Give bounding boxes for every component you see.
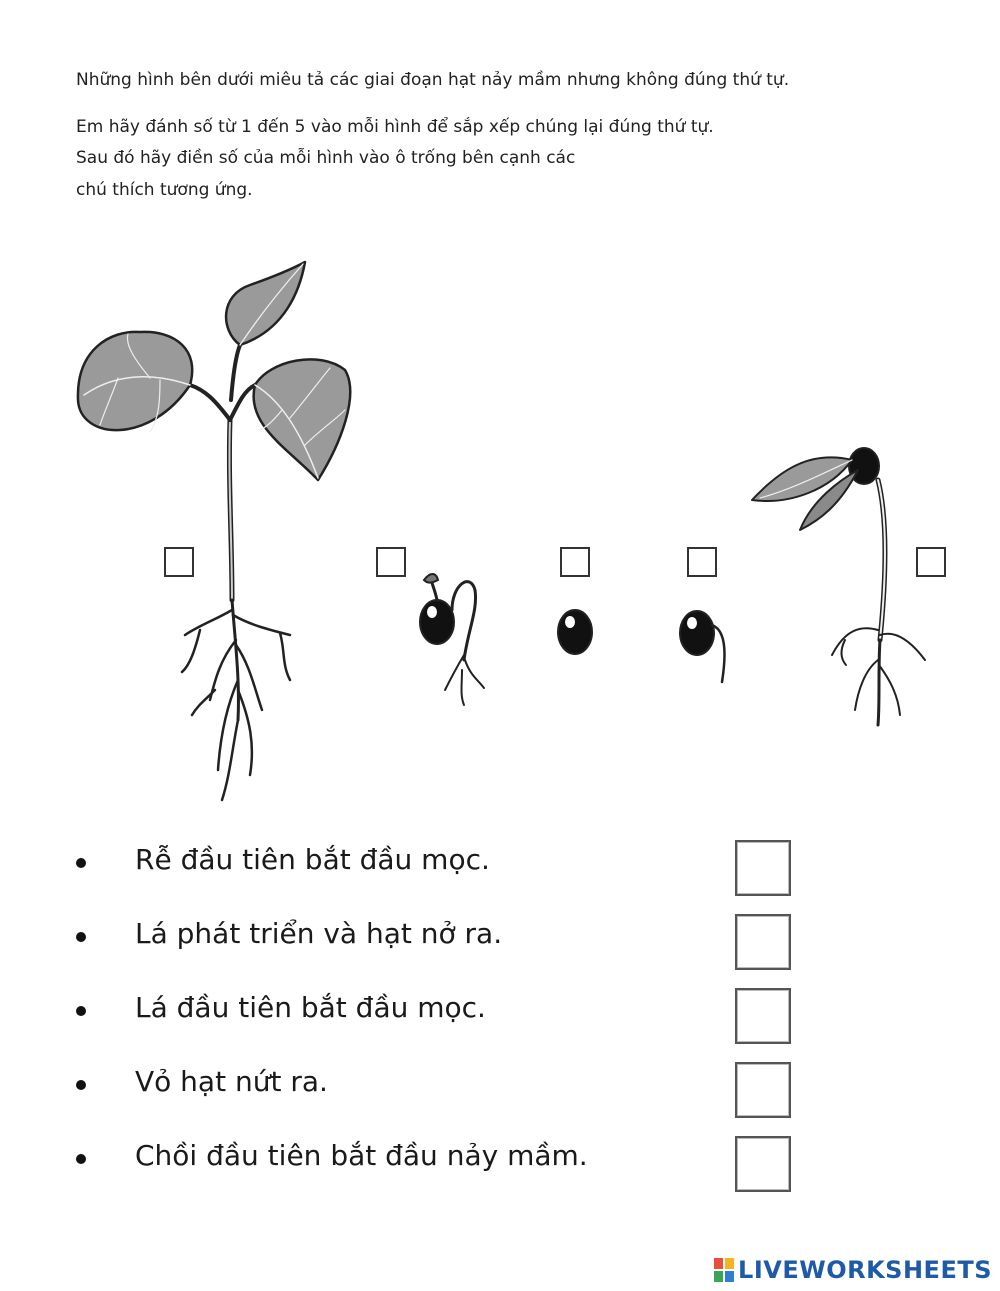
bullet-icon <box>76 1080 86 1090</box>
bullet-icon <box>76 1006 86 1016</box>
instruction-line-2: Em hãy đánh số từ 1 đến 5 vào mỗi hình để sắp xếp chúng lại đúng thứ tự. <box>76 117 714 137</box>
image-answer-input-1[interactable] <box>166 549 192 575</box>
image-answer-box-3[interactable] <box>560 547 590 577</box>
caption-answer-input-4[interactable] <box>737 1064 789 1116</box>
image-answer-input-2[interactable] <box>378 549 404 575</box>
image-answer-input-4[interactable] <box>689 549 715 575</box>
instruction-line-1: Những hình bên dưới miêu tả các giai đoạn hạt nảy mầm nhưng không đúng thứ tự. <box>76 70 790 90</box>
image-answer-input-5[interactable] <box>918 549 944 575</box>
footer-brand-text: LIVEWORKSHEETS <box>738 1256 992 1284</box>
image-answer-box-4[interactable] <box>687 547 717 577</box>
image-answer-input-3[interactable] <box>562 549 588 575</box>
instruction-line-4: chú thích tương ứng. <box>76 180 253 200</box>
image-answer-box-2[interactable] <box>376 547 406 577</box>
caption-text-4: Vỏ hạt nứt ra. <box>135 1065 328 1098</box>
caption-text-1: Rễ đầu tiên bắt đầu mọc. <box>135 843 490 876</box>
caption-row-5 <box>0 1136 1000 1192</box>
liveworksheets-logo-icon <box>714 1258 734 1282</box>
caption-answer-input-5[interactable] <box>737 1138 789 1190</box>
caption-answer-input-1[interactable] <box>737 842 789 894</box>
caption-answer-input-2[interactable] <box>737 916 789 968</box>
seed-illustration <box>558 610 592 654</box>
caption-answer-input-3[interactable] <box>737 990 789 1042</box>
caption-text-5: Chồi đầu tiên bắt đầu nảy mầm. <box>135 1139 588 1172</box>
caption-row-2 <box>0 914 1000 970</box>
image-answer-box-5[interactable] <box>916 547 946 577</box>
caption-row-1 <box>0 840 1000 896</box>
caption-answer-box-1[interactable] <box>735 840 791 896</box>
caption-answer-box-5[interactable] <box>735 1136 791 1192</box>
caption-answer-box-4[interactable] <box>735 1062 791 1118</box>
bullet-icon <box>76 1154 86 1164</box>
sprouting-seed-illustration <box>420 574 484 705</box>
caption-text-2: Lá phát triển và hạt nở ra. <box>135 917 503 950</box>
tall-seedling-illustration <box>752 448 925 725</box>
caption-answer-box-2[interactable] <box>735 914 791 970</box>
footer-logo <box>714 1256 992 1284</box>
image-answer-box-1[interactable] <box>164 547 194 577</box>
bullet-icon <box>76 932 86 942</box>
caption-text-3: Lá đầu tiên bắt đầu mọc. <box>135 991 486 1024</box>
caption-row-4 <box>0 1062 1000 1118</box>
bullet-icon <box>76 858 86 868</box>
instruction-line-3: Sau đó hãy điền số của mỗi hình vào ô trống bên cạnh các <box>76 148 576 168</box>
caption-row-3 <box>0 988 1000 1044</box>
caption-answer-box-3[interactable] <box>735 988 791 1044</box>
seed-with-root-illustration <box>680 611 725 682</box>
large-seedling-illustration <box>78 262 350 800</box>
